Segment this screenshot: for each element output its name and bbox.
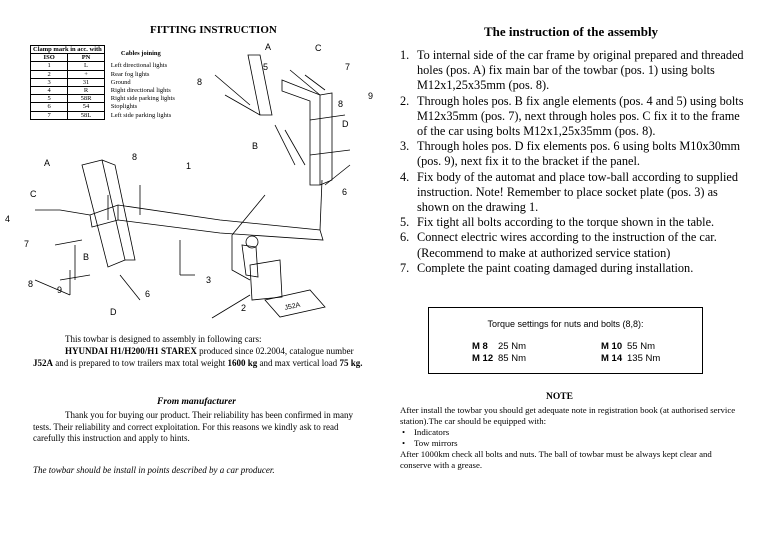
pn-cell: 31 bbox=[68, 78, 105, 86]
label-B: B bbox=[252, 141, 259, 151]
list-item: 6. Connect electric wires according to the instruction of the car. (Recommend to make at authorized service station) bbox=[400, 230, 717, 260]
pn-cell: L bbox=[68, 62, 105, 70]
torque-item: M 8 25 Nm bbox=[472, 341, 526, 352]
socket-plate bbox=[250, 260, 282, 300]
pn-header: PN bbox=[68, 54, 105, 62]
main-bar bbox=[90, 205, 323, 240]
note-outro: After 1000km check all bolts and nuts. The ball of towbar must be always kept clear and conserve with a grease. bbox=[400, 449, 712, 470]
desc-cell: Right directional lights bbox=[110, 87, 171, 95]
label-7: 7 bbox=[24, 239, 30, 249]
torque-item: M 12 85 Nm bbox=[472, 353, 526, 364]
iso-cell: 5 bbox=[31, 95, 68, 103]
bullet-icon: • bbox=[402, 438, 406, 448]
label-6: 6 bbox=[145, 289, 151, 299]
iso-cell: 6 bbox=[31, 103, 68, 111]
pn-cell: 58R bbox=[68, 95, 105, 103]
label-C: C bbox=[315, 43, 322, 53]
label-D: D bbox=[342, 119, 349, 129]
label-8: 8 bbox=[132, 152, 138, 162]
list-item: 2. Through holes pos. B fix angle elements (pos. 4 and 5) using bolts M12x35mm (pos. 7), next through holes pos. C fix it to the frame of the car using bolts M12x1,25x35mm (pos. 8). bbox=[400, 93, 744, 139]
cars-intro: This towbar is designed to assembly in following cars: bbox=[65, 334, 262, 344]
note-title: NOTE bbox=[546, 392, 573, 402]
equipment-list bbox=[400, 427, 745, 449]
torque-title: Torque settings for nuts and bolts (8,8): bbox=[487, 319, 644, 329]
desc-cell: Left side parking lights bbox=[110, 111, 172, 119]
list-item: 5. Fix tight all bolts according to the torque shown in the table. bbox=[400, 215, 715, 230]
label-5: 5 bbox=[263, 62, 269, 72]
label-C: C bbox=[30, 189, 37, 199]
label-3: 3 bbox=[206, 275, 212, 285]
desc-cell: Ground bbox=[110, 78, 131, 86]
manufacturer-title: From manufacturer bbox=[157, 397, 236, 407]
bullet-icon: • bbox=[402, 427, 406, 437]
list-item: 4. Fix body of the automat and place tow-ball according to supplied instruction. Note! Remember to place socket plate (pos. 3) as shown on the drawing 1. bbox=[400, 169, 739, 215]
desc-cell: Left directional lights bbox=[110, 62, 168, 70]
iso-cell: 2 bbox=[31, 70, 68, 78]
label-A: A bbox=[44, 158, 51, 168]
torque-item: M 14 135 Nm bbox=[601, 353, 661, 364]
iso-cell: 1 bbox=[31, 62, 68, 70]
label-4: 4 bbox=[5, 214, 11, 224]
label-9: 9 bbox=[57, 285, 63, 295]
list-item: 3. Through holes pos. D fix elements pos. 6 using bolts M10x30mm (pos. 9), next fix it to the bracket if the panel. bbox=[400, 139, 741, 169]
label-D: D bbox=[110, 307, 117, 317]
note-body bbox=[400, 405, 745, 471]
tow-ball-neck bbox=[242, 245, 258, 277]
label-6: 6 bbox=[342, 187, 348, 197]
label-1: 1 bbox=[186, 161, 192, 171]
label-B: B bbox=[83, 252, 90, 262]
note-intro: After install the towbar you should get adequate note in registration book (at authorised service station).The car should be equipped with: bbox=[400, 405, 736, 426]
cables-joining-header: Cables joining bbox=[120, 50, 161, 58]
label-8: 8 bbox=[28, 279, 34, 289]
pn-cell: 58L bbox=[68, 111, 105, 119]
label-A: A bbox=[265, 42, 272, 52]
list-item: 1. To internal side of the car frame by original prepared and threaded holes (pos. A) fix main bar of the towbar (pos. 1) using bolts M12x1,25x35mm (pos. 8). bbox=[400, 48, 744, 93]
clamp-mark-header: Clamp mark in acc. with bbox=[31, 46, 105, 54]
towbar-assembly-drawing bbox=[5, 35, 375, 325]
left-bracket bbox=[82, 160, 125, 267]
pn-cell: 54 bbox=[68, 103, 105, 111]
desc-cell: Stoplights bbox=[110, 103, 138, 111]
desc-cell: Rear fog lights bbox=[110, 70, 150, 78]
cars-description: HYUNDAI H1/H200/H1 STAREX produced since 02.2004, catalogue number J52A and is prepared to tow trailers max total weight 1600 kg and max vertical load 75 kg. bbox=[33, 346, 363, 368]
iso-header: ISO bbox=[31, 54, 68, 62]
label-8: 8 bbox=[338, 99, 344, 109]
pn-cell: R bbox=[68, 87, 105, 95]
iso-cell: 3 bbox=[31, 78, 68, 86]
bracket-plate bbox=[248, 55, 272, 115]
plate-label: J52A bbox=[283, 301, 302, 312]
list-item: 7. Complete the paint coating damaged during installation. bbox=[400, 260, 694, 275]
bracket-plate bbox=[282, 80, 320, 185]
iso-cell: 7 bbox=[31, 111, 68, 119]
pn-cell: + bbox=[68, 70, 105, 78]
fitting-instruction-title: FITTING INSTRUCTION bbox=[150, 24, 277, 36]
torque-item: M 10 55 Nm bbox=[601, 341, 655, 352]
list-item: • Tow mirrors bbox=[402, 438, 458, 448]
list-item: • Indicators bbox=[402, 427, 450, 437]
placement-note: The towbar should be install in points described by a car producer. bbox=[33, 465, 275, 475]
torque-settings-box bbox=[428, 307, 703, 374]
manufacturer-text: Thank you for buying our product. Their reliability has been confirmed in many tests. Their reliability and correct exploitation. For this reasons we kindly ask to read carefully this instruction and apply to hints. bbox=[33, 410, 354, 443]
desc-cell: Right side parking lights bbox=[110, 95, 175, 103]
iso-cell: 4 bbox=[31, 87, 68, 95]
label-9: 9 bbox=[368, 91, 374, 101]
assembly-instruction-title: The instruction of the assembly bbox=[484, 24, 659, 39]
label-2: 2 bbox=[241, 303, 247, 313]
assembly-steps-list bbox=[400, 48, 745, 276]
label-7: 7 bbox=[345, 62, 351, 72]
label-8: 8 bbox=[197, 77, 203, 87]
